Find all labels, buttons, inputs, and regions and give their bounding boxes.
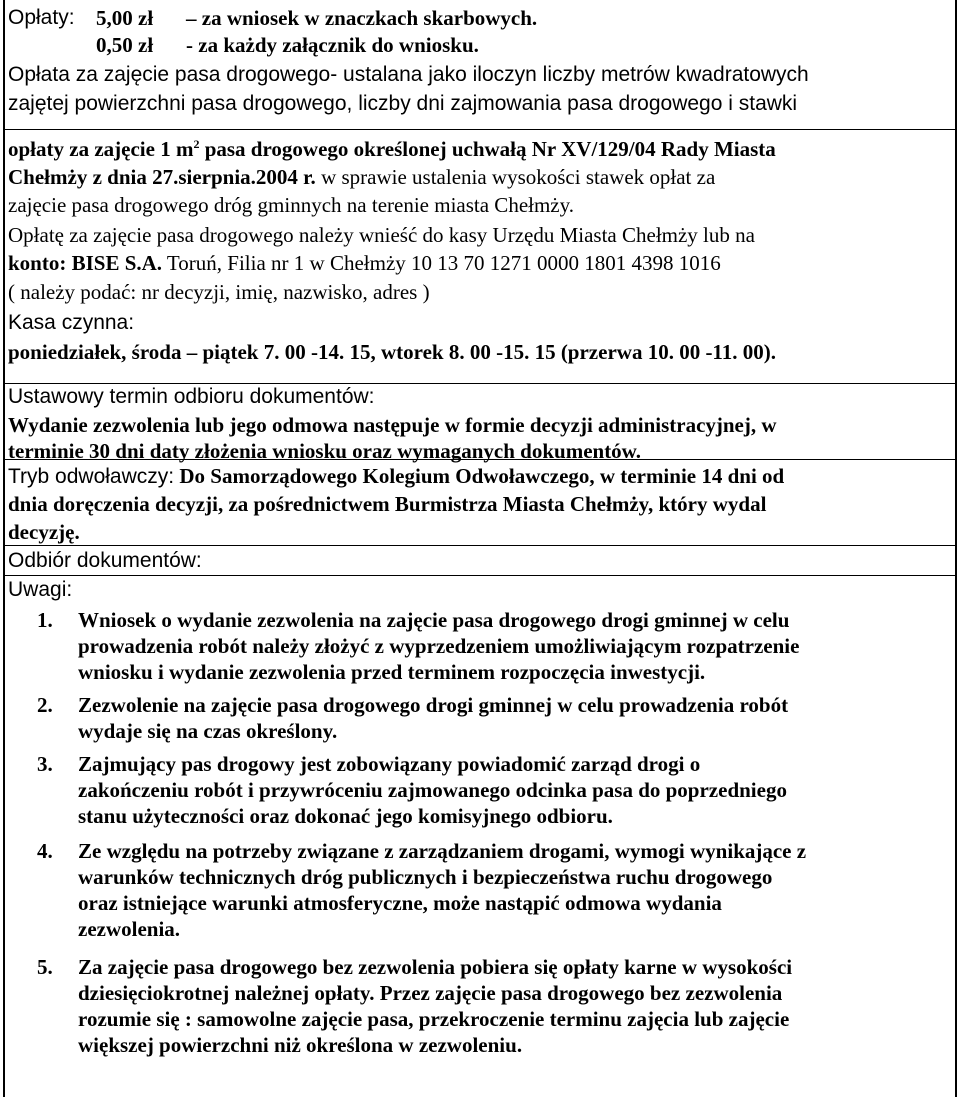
appeal-section	[5, 460, 955, 546]
note-item-2	[78, 692, 953, 744]
note-item-1	[78, 607, 953, 685]
deadline-label: Ustawowy termin odbioru dokumentów:	[8, 385, 375, 408]
list-item-line: Za zajęcie pasa drogowego bez zezwolenia pobiera się opłaty karne w wysokości	[78, 955, 793, 979]
rates-line-1-post: pasa drogowego określonej uchwałą Nr XV/129/04 Rady Miasta	[199, 137, 776, 161]
list-item-line: Zajmujący pas drogowy jest zobowiązany powiadomić zarząd drogi o	[78, 752, 701, 776]
note-number-1: 1.	[37, 608, 53, 632]
fees-row-1	[8, 5, 538, 31]
appeal-text-1: Do Samorządowego Kolegium Odwoławczego, w terminie 14 dni od	[179, 464, 785, 488]
list-item-line: wydaje się na czas określony.	[78, 719, 338, 743]
fees-label: Opłaty:	[8, 6, 75, 29]
rates-line-1	[8, 136, 776, 162]
document-frame	[3, 0, 957, 1097]
pickup-section	[5, 546, 955, 576]
note-item-5	[78, 954, 953, 1058]
notes-label: Uwagi:	[8, 578, 73, 601]
fee-amount-2: 0,50 zł	[96, 33, 154, 57]
note-number-3: 3.	[37, 752, 53, 776]
note-item-4	[78, 838, 953, 942]
appeal-line-2: dnia doręczenia decyzji, za pośrednictwem Burmistrza Miasta Chełmży, który wydal	[8, 492, 767, 516]
occupancy-fee-line-2: zajętej powierzchni pasa drogowego, liczby dni zajmowania pasa drogowego i stawki	[8, 92, 798, 115]
list-item-line: stanu użyteczności oraz dokonać jego komisyjnego odbioru.	[78, 804, 613, 828]
appeal-label: Tryb odwoławczy:	[8, 465, 175, 488]
list-item-line: zakończeniu robót i przywróceniu zajmowanego odcinka pasa do poprzedniego	[78, 778, 787, 802]
fee-text-2: - za każdy załącznik do wniosku.	[186, 33, 479, 57]
bank-account: Toruń, Filia nr 1 w Chełmży 10 13 70 1271 0000 1801 4398 1016	[162, 251, 721, 275]
list-item-line: Ze względu na potrzeby związane z zarządzaniem drogami, wymogi wynikające z	[78, 839, 807, 863]
bank-name: konto: BISE S.A.	[8, 251, 163, 275]
cashier-label: Kasa czynna:	[8, 311, 135, 334]
list-item-line: wniosku i wydanie zezwolenia przed terminem rozpoczęcia inwestycji.	[78, 660, 706, 684]
deadline-section	[5, 384, 955, 463]
notes-section	[5, 576, 955, 1097]
rates-section	[5, 130, 955, 384]
list-item-line: Zezwolenie na zajęcie pasa drogowego drogi gminnej w celu prowadzenia robót	[78, 693, 789, 717]
rates-line-3: zajęcie pasa drogowego dróg gminnych na terenie miasta Chełmży.	[8, 193, 575, 217]
rates-line-2-rest: w sprawie ustalenia wysokości stawek opłat za	[315, 165, 716, 189]
pickup-label: Odbiór dokumentów:	[8, 549, 202, 572]
note-item-3	[78, 751, 953, 829]
list-item-line: warunków technicznych dróg publicznych i bezpieczeństwa ruchu drogowego	[78, 865, 773, 889]
appeal-line-1	[8, 463, 784, 490]
note-number-2: 2.	[37, 693, 53, 717]
payment-line-1: Opłatę za zajęcie pasa drogowego należy wnieść do kasy Urzędu Miasta Chełmży lub na	[8, 223, 755, 247]
square-superscript: 2	[193, 137, 200, 151]
fee-amount-1: 5,00 zł	[96, 6, 154, 30]
payment-line-3: ( należy podać: nr decyzji, imię, nazwisko, adres )	[8, 280, 430, 304]
list-item-line: Wniosek o wydanie zezwolenia na zajęcie pasa drogowego drogi gminnej w celu	[78, 608, 790, 632]
payment-line-2	[8, 250, 721, 276]
cashier-hours: poniedziałek, środa – piątek 7. 00 -14. 15, wtorek 8. 00 -15. 15 (przerwa 10. 00 -11. 00).	[8, 340, 777, 364]
deadline-line-2: terminie 30 dni daty złożenia wniosku oraz wymaganych dokumentów.	[8, 439, 641, 463]
fee-text-1: – za wniosek w znaczkach skarbowych.	[186, 6, 538, 30]
rates-line-2	[8, 164, 715, 190]
occupancy-fee-line-1: Opłata za zajęcie pasa drogowego- ustalana jako iloczyn liczby metrów kwadratowych	[8, 63, 809, 86]
appeal-line-3: decyzję.	[8, 520, 80, 544]
note-number-5: 5.	[37, 955, 53, 979]
list-item-line: zezwolenia.	[78, 917, 181, 941]
list-item-line: prowadzenia robót należy złożyć z wyprzedzeniem umożliwiającym rozpatrzenie	[78, 634, 800, 658]
list-item-line: oraz istniejące warunki atmosferyczne, może nastąpić odmowa wydania	[78, 891, 722, 915]
deadline-line-1: Wydanie zezwolenia lub jego odmowa następuje w formie decyzji administracyjnej, w	[8, 413, 777, 437]
resolution-date: Chełmży z dnia 27.sierpnia.2004 r.	[8, 165, 316, 189]
rates-line-1-pre: opłaty za zajęcie 1 m	[8, 137, 194, 161]
list-item-line: rozumie się : samowolne zajęcie pasa, przekroczenie terminu zajęcia lub zajęcie	[78, 1007, 790, 1031]
note-number-4: 4.	[37, 839, 53, 863]
list-item-line: dziesięciokrotnej należnej opłaty. Przez zajęcie pasa drogowego bez zezwolenia	[78, 981, 783, 1005]
fees-section	[5, 0, 955, 130]
list-item-line: większej powierzchni niż określona w zezwoleniu.	[78, 1033, 523, 1057]
